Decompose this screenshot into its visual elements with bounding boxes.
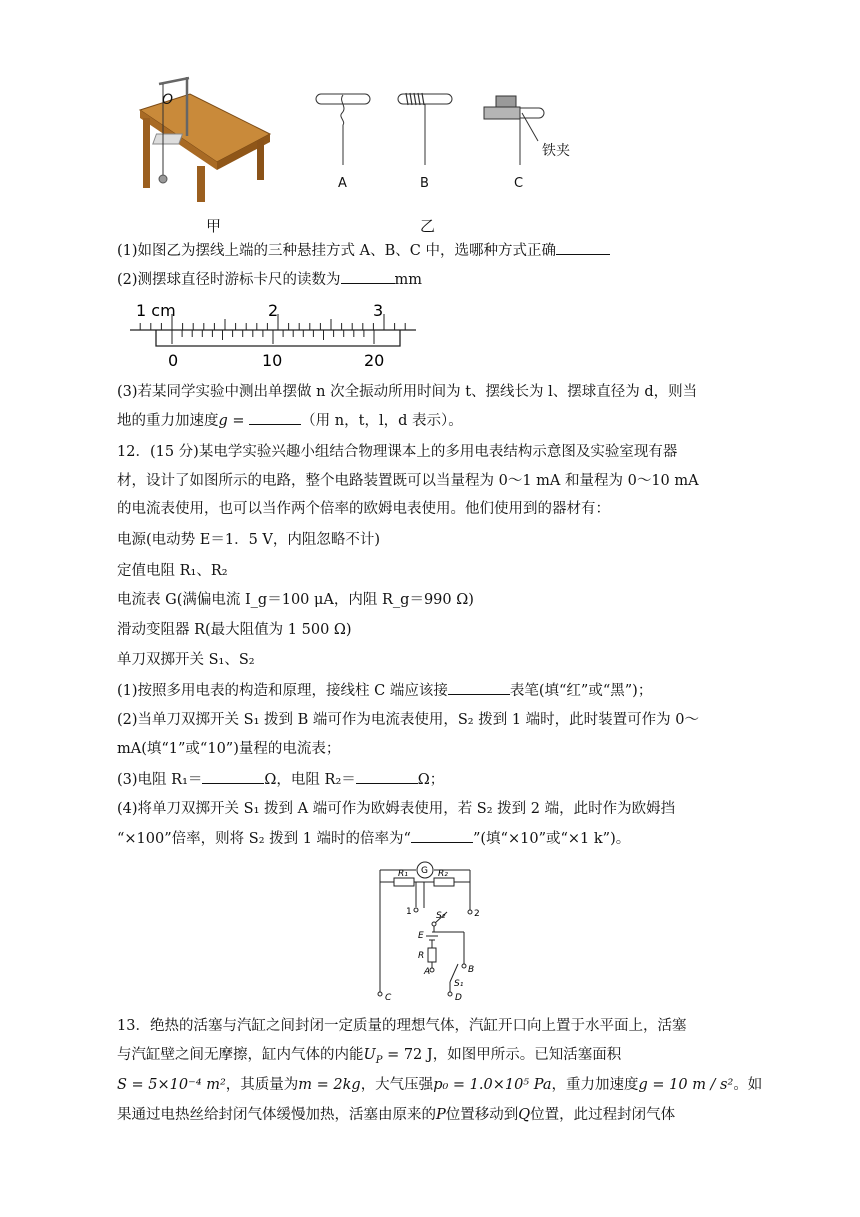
q13-stem-3: S = 5×10⁻⁴ m²，其质量为m = 2kg，大气压强p₀ = 1.0×10⁵ Pa，重力加速度g = 10 m / s²。如 (117, 1077, 763, 1093)
circuit-r-label: R (418, 951, 425, 961)
circuit-terminal-1: 1 (406, 907, 412, 917)
circuit-d-label: D (455, 993, 462, 1003)
q12-part1: (1)按照多用电表的构造和原理，接线柱 C 端应该接 表笔(填“红”或“黑”)； (117, 680, 652, 701)
vernier-label-10: 10 (262, 351, 283, 370)
vernier-caliper-figure (128, 296, 418, 374)
q12-equip-4: 滑动变阻器 R(最大阻值为 1 500 Ω) (117, 622, 352, 638)
q12-equip-2: 定值电阻 R₁、R₂ (117, 563, 228, 579)
q12-equip-3: 电流表 G(满偏电流 I_g＝100 μA，内阻 R_g＝990 Ω) (117, 592, 474, 608)
main-scale-label-3: 3 (373, 301, 384, 320)
q12-equip-5: 单刀双掷开关 S₁、S₂ (117, 652, 255, 668)
multimeter-circuit-diagram (372, 852, 502, 1004)
q11-answer-blank-1[interactable] (556, 240, 610, 255)
figure-yi-mounts (310, 85, 580, 175)
q12-answer-blank-1[interactable] (448, 680, 510, 695)
q12-stem-2: 材，设计了如图所示的电路，整个电路装置既可以当量程为 0～1 mA 和量程为 0～10 mA (117, 473, 699, 489)
q12-stem-1: 12．(15 分)某电学实验兴趣小组结合物理课本上的多用电表结构示意图及实验室现有器 (117, 444, 678, 460)
main-scale-label-2: 2 (268, 301, 279, 320)
q12-part2-cont: mA(填“1”或“10”)量程的电流表； (117, 741, 341, 757)
q11-part1: (1)如图乙为摆线上端的三种悬挂方式 A、B、C 中，选哪种方式正确 (117, 240, 610, 261)
circuit-b-label: B (468, 965, 475, 975)
q12-part2: (2)当单刀双掷开关 S₁ 拨到 B 端可作为电流表使用，S₂ 拨到 1 端时，此时装置可作为 0～ (117, 712, 700, 728)
q13-stem-4: 果通过电热丝给封闭气体缓慢加热，活塞由原来的P位置移动到Q位置，此过程封闭气体 (117, 1107, 676, 1123)
q12-answer-blank-r1[interactable] (202, 769, 264, 784)
circuit-terminal-2: 2 (474, 909, 480, 919)
vernier-label-0: 0 (168, 351, 179, 370)
main-scale-label-1: 1 cm (136, 301, 176, 320)
q13-stem-1: 13．绝热的活塞与汽缸之间封闭一定质量的理想气体，汽缸开口向上置于水平面上，活塞 (117, 1018, 687, 1034)
figure-jia-pendulum-table (135, 72, 275, 212)
q12-answer-blank-r2[interactable] (356, 769, 418, 784)
q12-part4: (4)将单刀双掷开关 S₁ 拨到 A 端可作为欧姆表使用，若 S₂ 拨到 2 端，此时作为欧姆挡 (117, 801, 676, 817)
mount-c-label: C (514, 176, 524, 191)
q12-part4-cont: “×100”倍率，则将 S₂ 拨到 1 端时的倍率为“ ”(填“×10”或“×1 k”)。 (117, 828, 630, 849)
mount-a-label: A (338, 176, 347, 191)
q11-part2: (2)测摆球直径时游标卡尺的读数为 mm (117, 269, 422, 290)
circuit-e-label: E (418, 931, 424, 941)
circuit-r1-label: R₁ (398, 869, 408, 879)
q12-answer-blank-4[interactable] (411, 828, 473, 843)
circuit-s1-label: S₁ (454, 979, 464, 989)
caliper-vernier-scale (156, 330, 400, 346)
circuit-a-label: A (424, 967, 431, 977)
vernier-label-20: 20 (364, 351, 385, 370)
q11-part3-cont: 地的重力加速度g = （用 n，t，l，d 表示）。 (117, 410, 463, 431)
q12-part3: (3)电阻 R₁＝ Ω，电阻 R₂＝ Ω； (117, 769, 444, 790)
mount-b-label: B (420, 176, 429, 191)
q11-answer-blank-3[interactable] (249, 410, 301, 425)
tiejia-label: 铁夹 (542, 143, 570, 159)
q13-stem-2: 与汽缸壁之间无摩擦，缸内气体的内能$U_P = 72$ J，如图甲所示。已知活塞面积 (117, 1047, 622, 1066)
point-o-label: O (162, 92, 174, 108)
circuit-s2-label: S₂ (436, 911, 446, 921)
q12-stem-3: 的电流表使用，也可以当作两个倍率的欧姆电表使用。他们使用到的器材有： (117, 501, 610, 517)
circuit-c-label: C (385, 993, 392, 1003)
q12-equip-1: 电源(电动势 E＝1．5 V，内阻忽略不计) (117, 532, 381, 548)
figure-jia-label: 甲 (206, 217, 222, 235)
q11-answer-blank-2[interactable] (341, 269, 395, 284)
circuit-g-label: G (421, 866, 428, 876)
circuit-r2-label: R₂ (438, 869, 448, 879)
figure-yi-label: 乙 (420, 217, 436, 235)
q11-part3: (3)若某同学实验中测出单摆做 n 次全振动所用时间为 t、摆线长为 l、摆球直径为 d，则当 (117, 384, 698, 400)
